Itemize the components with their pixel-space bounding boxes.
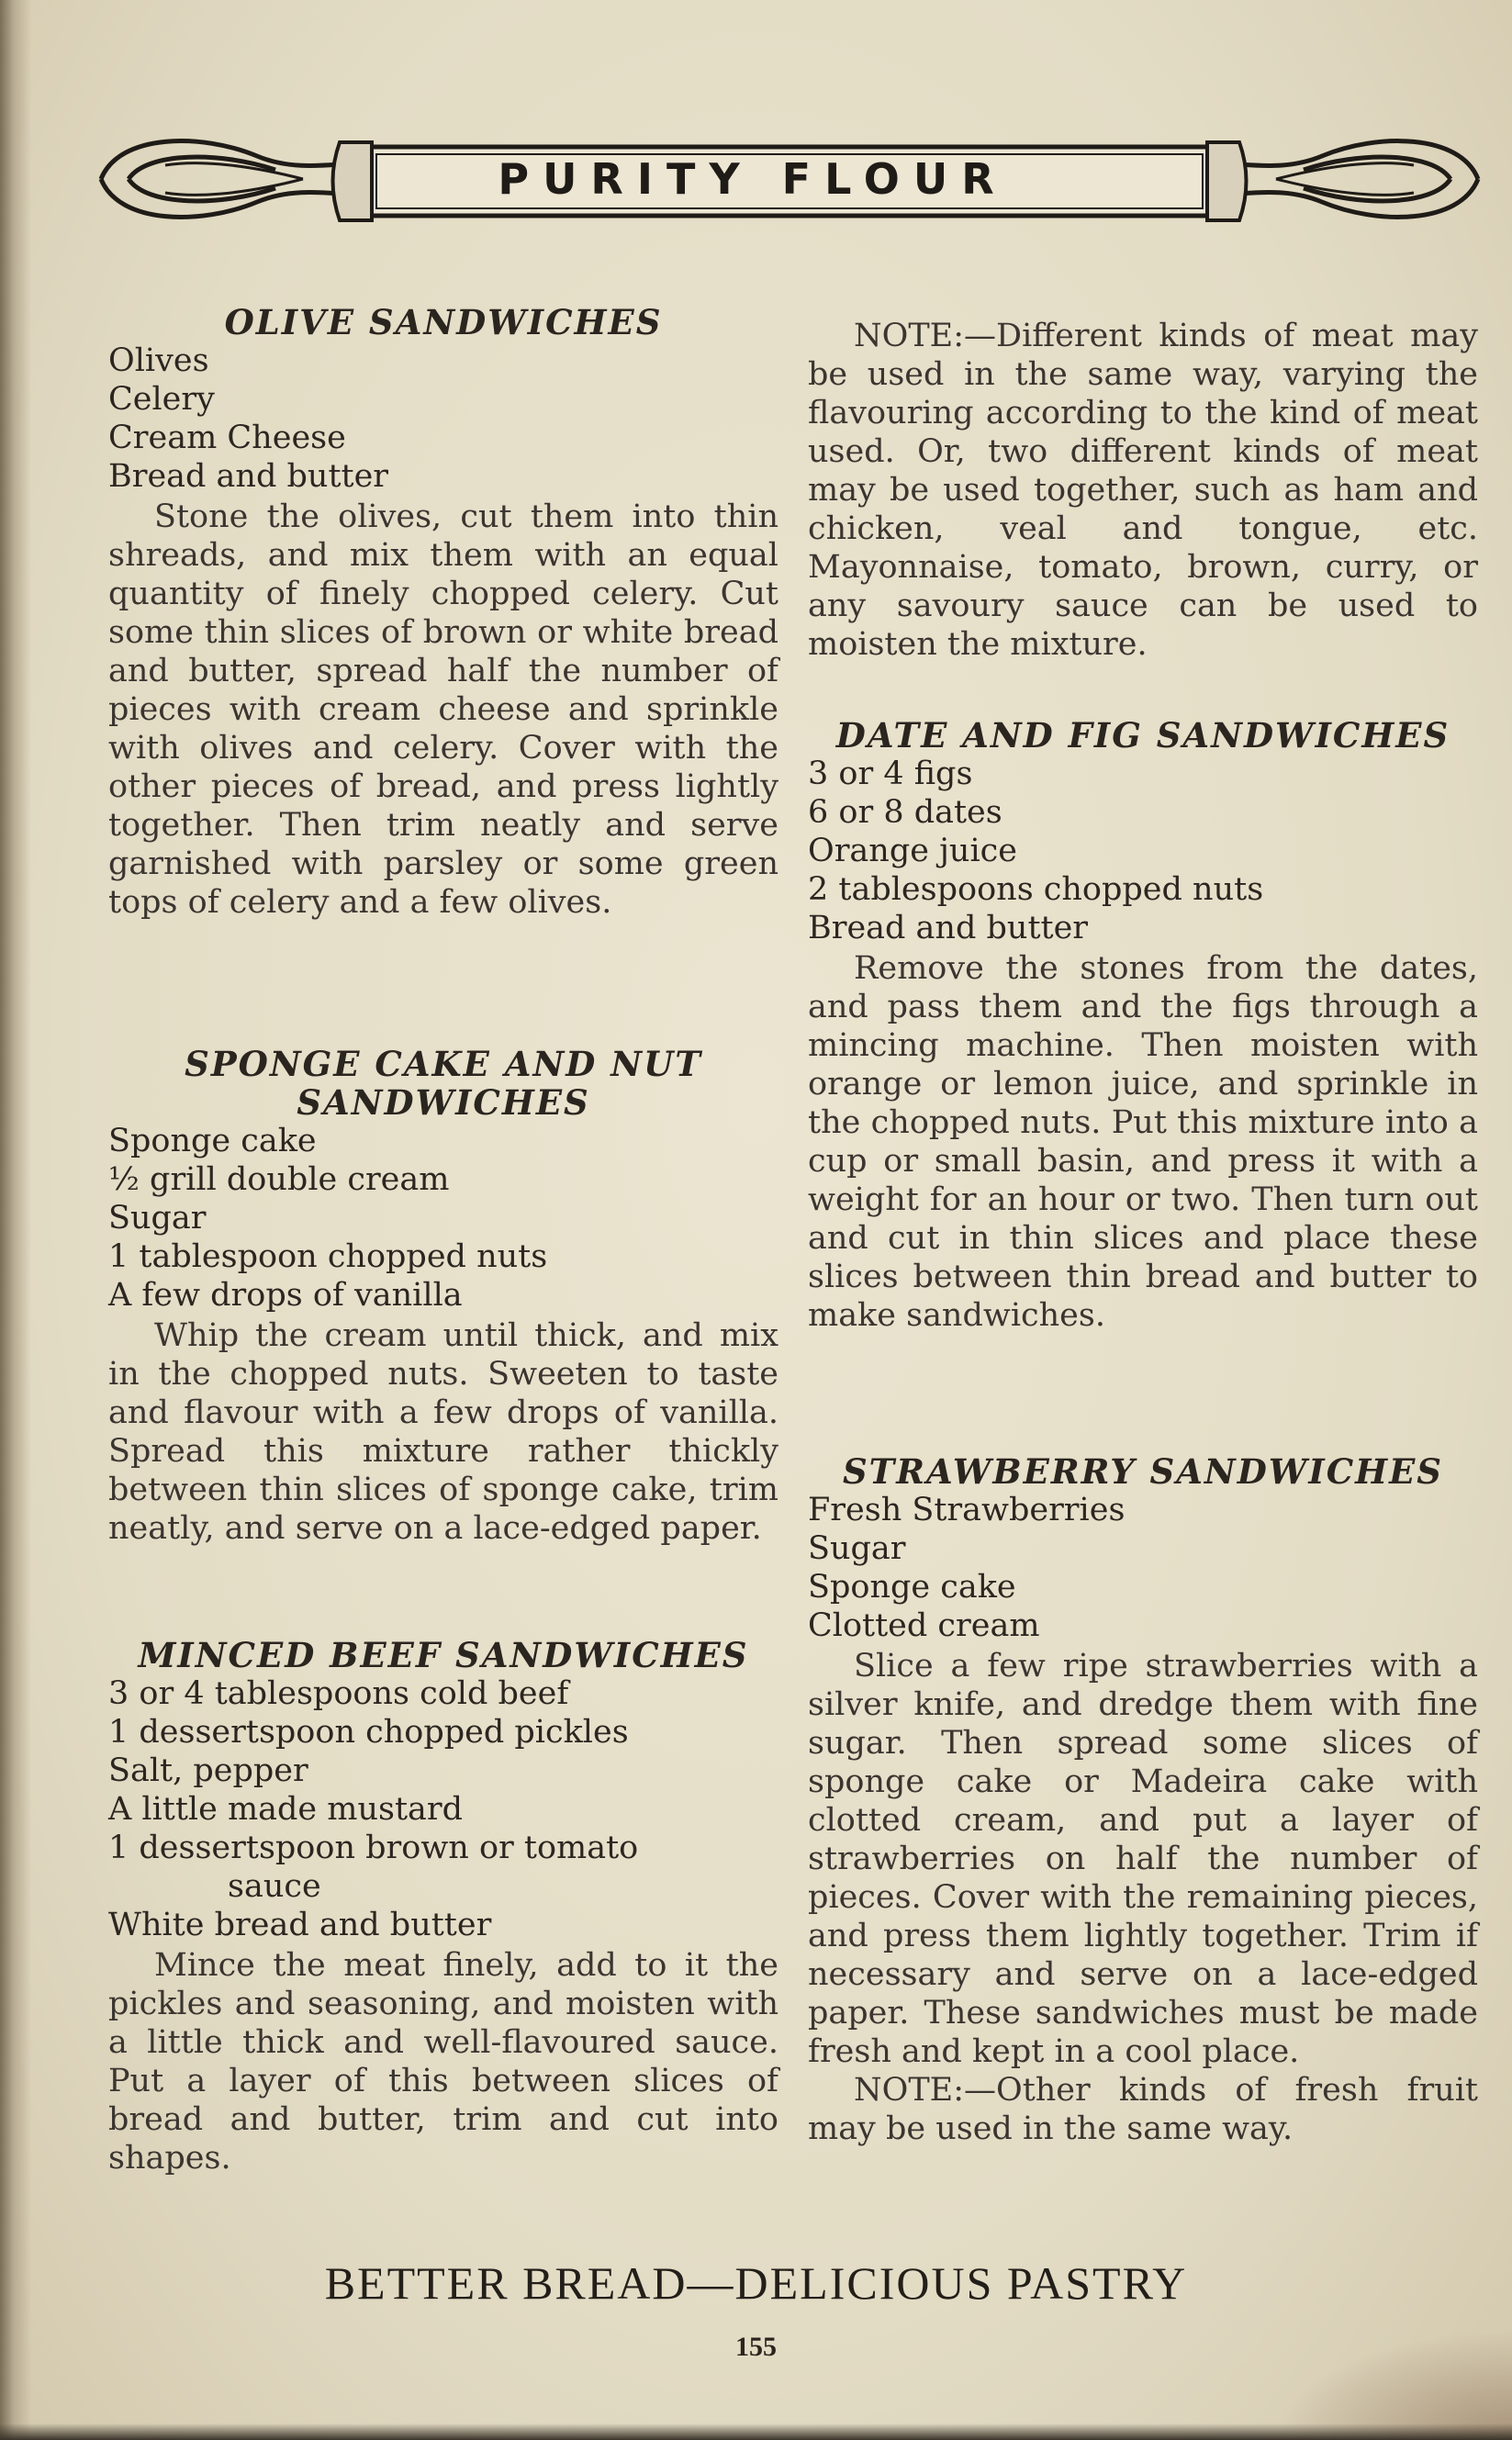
ingredient-item: Sugar [108,1200,207,1237]
ingredient-item: Clotted cream [808,1607,1040,1644]
recipe-minced-beef-sandwiches [108,1636,778,2177]
ingredient-item: White bread and butter [108,1907,492,1943]
ingredient-item: Sponge cake [108,1123,317,1159]
ingredient-list [108,1122,778,1315]
ingredient-item: Orange juice [808,833,1017,869]
ingredient-list [808,755,1478,947]
ingredient-item: Celery [108,381,215,418]
ingredient-item: Bread and butter [108,458,389,495]
recipe-title: DATE AND FIG SANDWICHES [835,715,1450,756]
ingredient-item: Fresh Strawberries [808,1492,1126,1528]
ingredient-item: A little made mustard [108,1791,464,1828]
ingredient-item: 1 dessertspoon chopped pickles [108,1714,629,1751]
ingredient-list [808,1491,1478,1645]
ingredient-item: Sponge cake [808,1569,1016,1606]
page-number: 155 [735,2332,777,2362]
ingredient-item: 3 or 4 tablespoons cold beef [108,1675,569,1712]
recipe-title: OLIVE SANDWICHES [224,302,663,342]
note-paragraph: NOTE:—Other kinds of fresh fruit may be used in the same way. [808,2072,1478,2147]
meat-variation-note [808,317,1478,664]
ingredient-item: 1 tablespoon chopped nuts [108,1238,548,1275]
ingredient-item: sauce [228,1868,321,1905]
ingredient-item: 6 or 8 dates [808,794,1002,831]
recipe-method: Mince the meat finely, add to it the pickles and seasoning, and moisten with a little thick and well-flavoured sauce. Put a layer of this between slices of bread and butter, trim and cut into shapes. [108,1947,778,2177]
recipe-title: SPONGE CAKE AND NUT SANDWICHES [185,1044,702,1123]
page-bottom-edge [0,2423,1512,2440]
footer-tagline: BETTER BREAD—DELICIOUS PASTRY [324,2257,1188,2309]
ingredient-item: Sugar [808,1530,906,1567]
recipe-method: Whip the cream until thick, and mix in the chopped nuts. Sweeten to taste and flavour with a few drops of vanilla. Spread this mixture rather thickly between thin slices of sponge cake, trim neatly, and serve on a lace-edged paper. [108,1317,778,1547]
recipe-method: Stone the olives, cut them into thin shreads, and mix them with an equal quantity of finely chopped celery. Cut some thin slices of brown or white bread and butter, spread half the number of pieces with cream cheese and sprinkle with olives and celery. Cover with the other pieces of bread, and press lightly together. Then trim neatly and serve garnished with parsley or some green tops of celery and a few olives. [108,498,778,921]
page-header-title: PURITY FLOUR [498,154,1008,204]
ingredient-item: Bread and butter [808,910,1089,946]
ingredient-item: Cream Cheese [108,420,346,456]
recipe-strawberry-sandwiches [808,1452,1478,2148]
recipe-sponge-cake-nut-sandwiches [108,1045,778,1548]
recipe-date-fig-sandwiches [808,716,1478,1335]
recipe-method: Remove the stones from the dates, and pass them and the figs through a mincing machine. Then moisten with orange or lemon juice, and sprinkle in the chopped nuts. Put this mixture into a cup or small basin, and press it with a weight for an hour or two. Then turn out and cut in thin slices and place these slices between thin bread and butter to make sandwiches. [808,950,1478,1334]
recipe-title: STRAWBERRY SANDWICHES [842,1451,1444,1492]
ingredient-list [108,341,778,496]
ingredient-list [108,1674,778,1944]
ingredient-item: Olives [108,342,209,379]
book-spine-shadow [0,0,31,2440]
ingredient-item: Salt, pepper [108,1752,308,1789]
recipe-method: Slice a few ripe strawberries with a silver knife, and dredge them with fine sugar. Then spread some slices of sponge cake or Madeira cake with clotted cream, and put a layer of strawberries on half the number of pieces. Cover with the remaining pieces, and press them lightly together. Trim if necessary and serve on a lace-edged paper. These sandwiches must be made fresh and kept in a cool place. [808,1648,1478,2070]
ingredient-item: 2 tablespoons chopped nuts [808,871,1264,908]
ingredient-item: ½ grill double cream [108,1161,450,1198]
ingredient-item: A few drops of vanilla [108,1277,463,1314]
recipe-title: MINCED BEEF SANDWICHES [138,1635,749,1675]
recipe-olive-sandwiches [108,303,778,922]
ingredient-item: 1 dessertspoon brown or tomato [108,1830,639,1866]
ingredient-item: 3 or 4 figs [808,756,973,792]
note-paragraph: NOTE:—Different kinds of meat may be used in the same way, varying the flavouring according to the kind of meat used. Or, two different kinds of meat may be used together, such as ham and chicken, veal and tongue, etc. Mayonnaise, tomato, brown, curry, or any savoury sauce can be used to moisten the mixture. [808,318,1478,663]
